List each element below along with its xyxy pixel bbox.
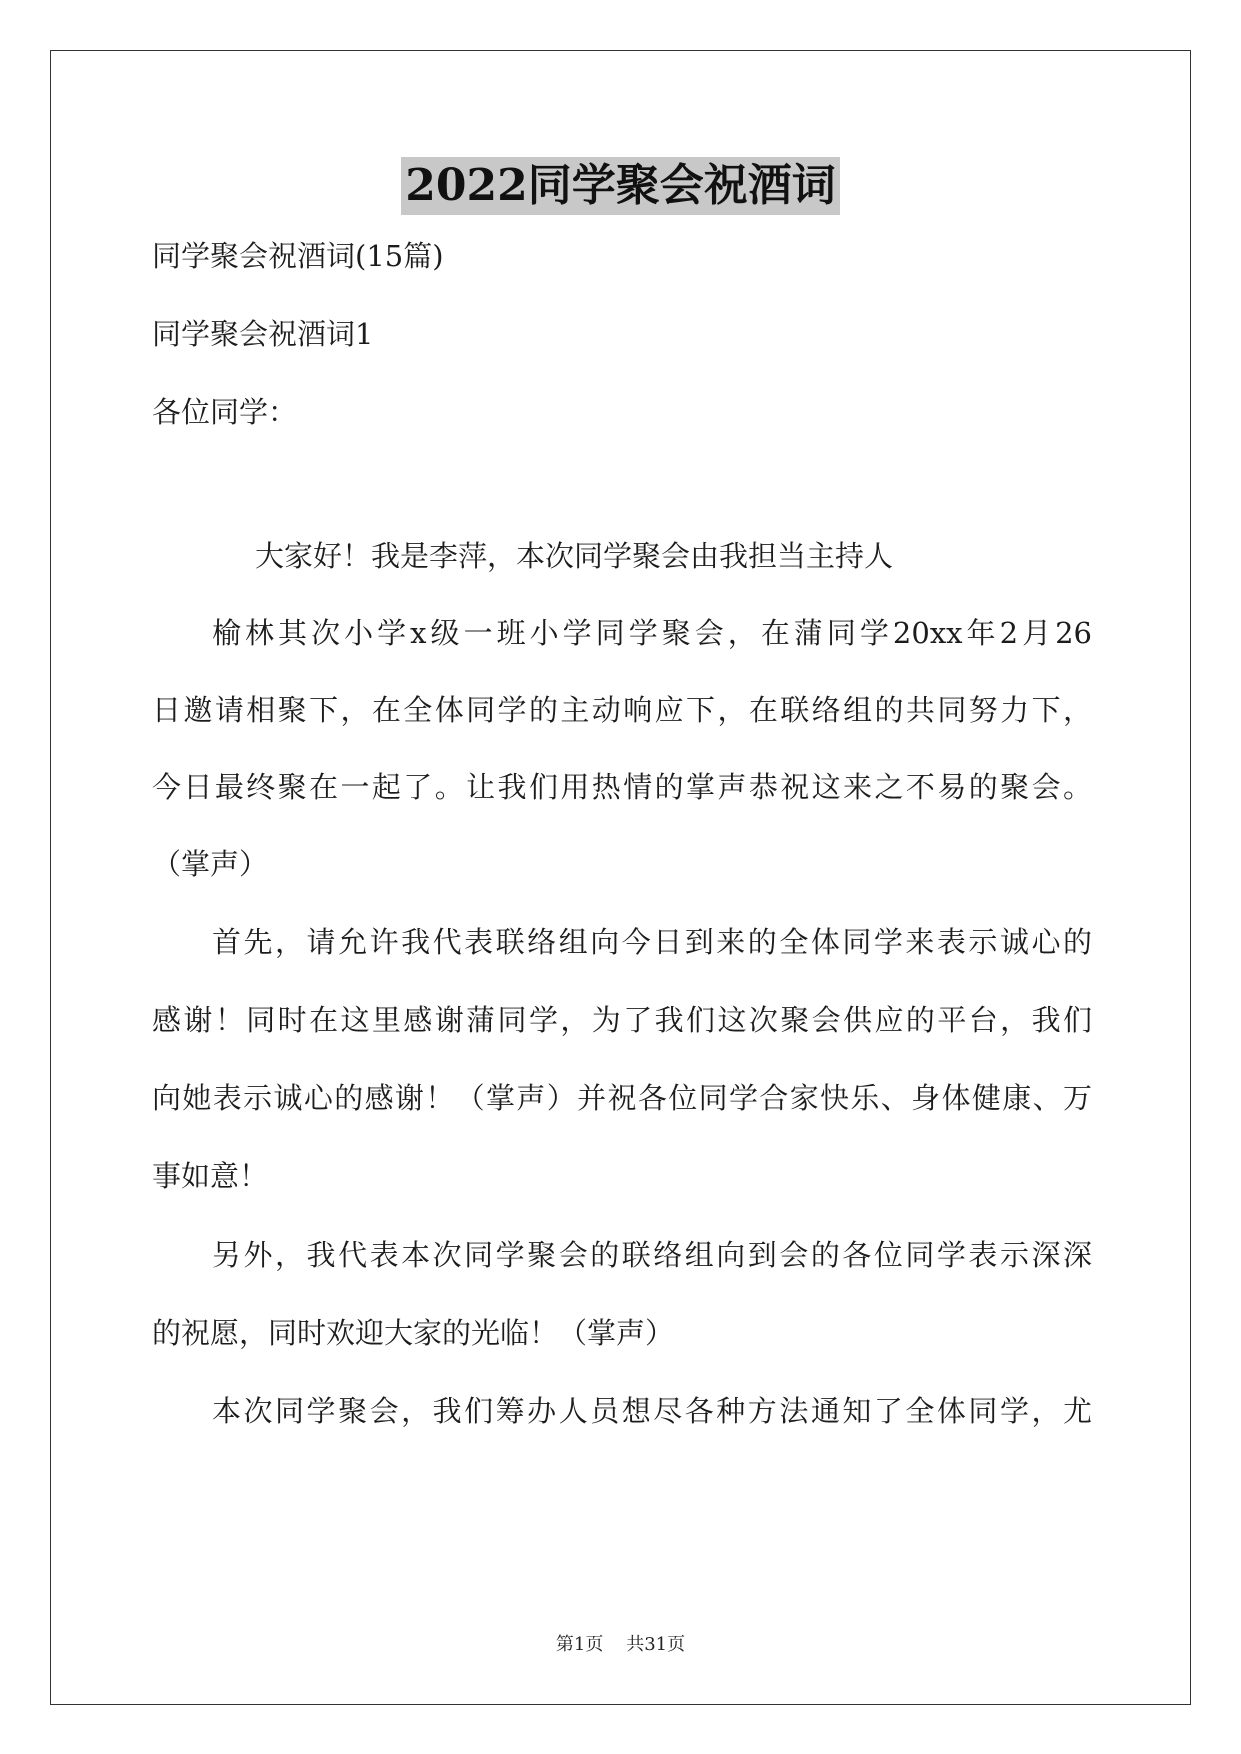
page-total: 共31页 [626, 1634, 686, 1655]
paragraph-line: 本次同学聚会，我们筹办人员想尽各种方法通知了全体同学，尤 [212, 1394, 1092, 1428]
title-container [0, 157, 1241, 215]
document-title: 2022同学聚会祝酒词 [401, 157, 839, 215]
page-number: 第1页 [555, 1634, 604, 1655]
paragraph-line: （掌声） [152, 847, 269, 881]
paragraph-line: 的祝愿，同时欢迎大家的光临！（掌声） [152, 1316, 675, 1350]
paragraph-line: 日邀请相聚下，在全体同学的主动响应下，在联络组的共同努力下， [152, 693, 1092, 727]
paragraph-line: 榆林其次小学x级一班小学同学聚会，在蒲同学20xx年2月26 [212, 616, 1092, 650]
subtitle-line: 同学聚会祝酒词(15篇) [152, 239, 444, 273]
paragraph-line: 今日最终聚在一起了。让我们用热情的掌声恭祝这来之不易的聚会。 [152, 770, 1092, 804]
paragraph-line: 另外，我代表本次同学聚会的联络组向到会的各位同学表示深深 [212, 1238, 1092, 1272]
paragraph-line: 事如意！ [152, 1159, 269, 1193]
salutation: 各位同学： [152, 395, 298, 429]
paragraph-line: 感谢！同时在这里感谢蒲同学，为了我们这次聚会供应的平台，我们 [152, 1003, 1092, 1037]
paragraph-line: 首先，请允许我代表联络组向今日到来的全体同学来表示诚心的 [212, 925, 1092, 959]
page-footer [0, 1633, 1241, 1657]
section-heading: 同学聚会祝酒词1 [152, 317, 374, 351]
paragraph-line: 大家好！我是李萍，本次同学聚会由我担当主持人 [255, 539, 894, 573]
paragraph-line: 向她表示诚心的感谢！（掌声）并祝各位同学合家快乐、身体健康、万 [152, 1081, 1092, 1115]
